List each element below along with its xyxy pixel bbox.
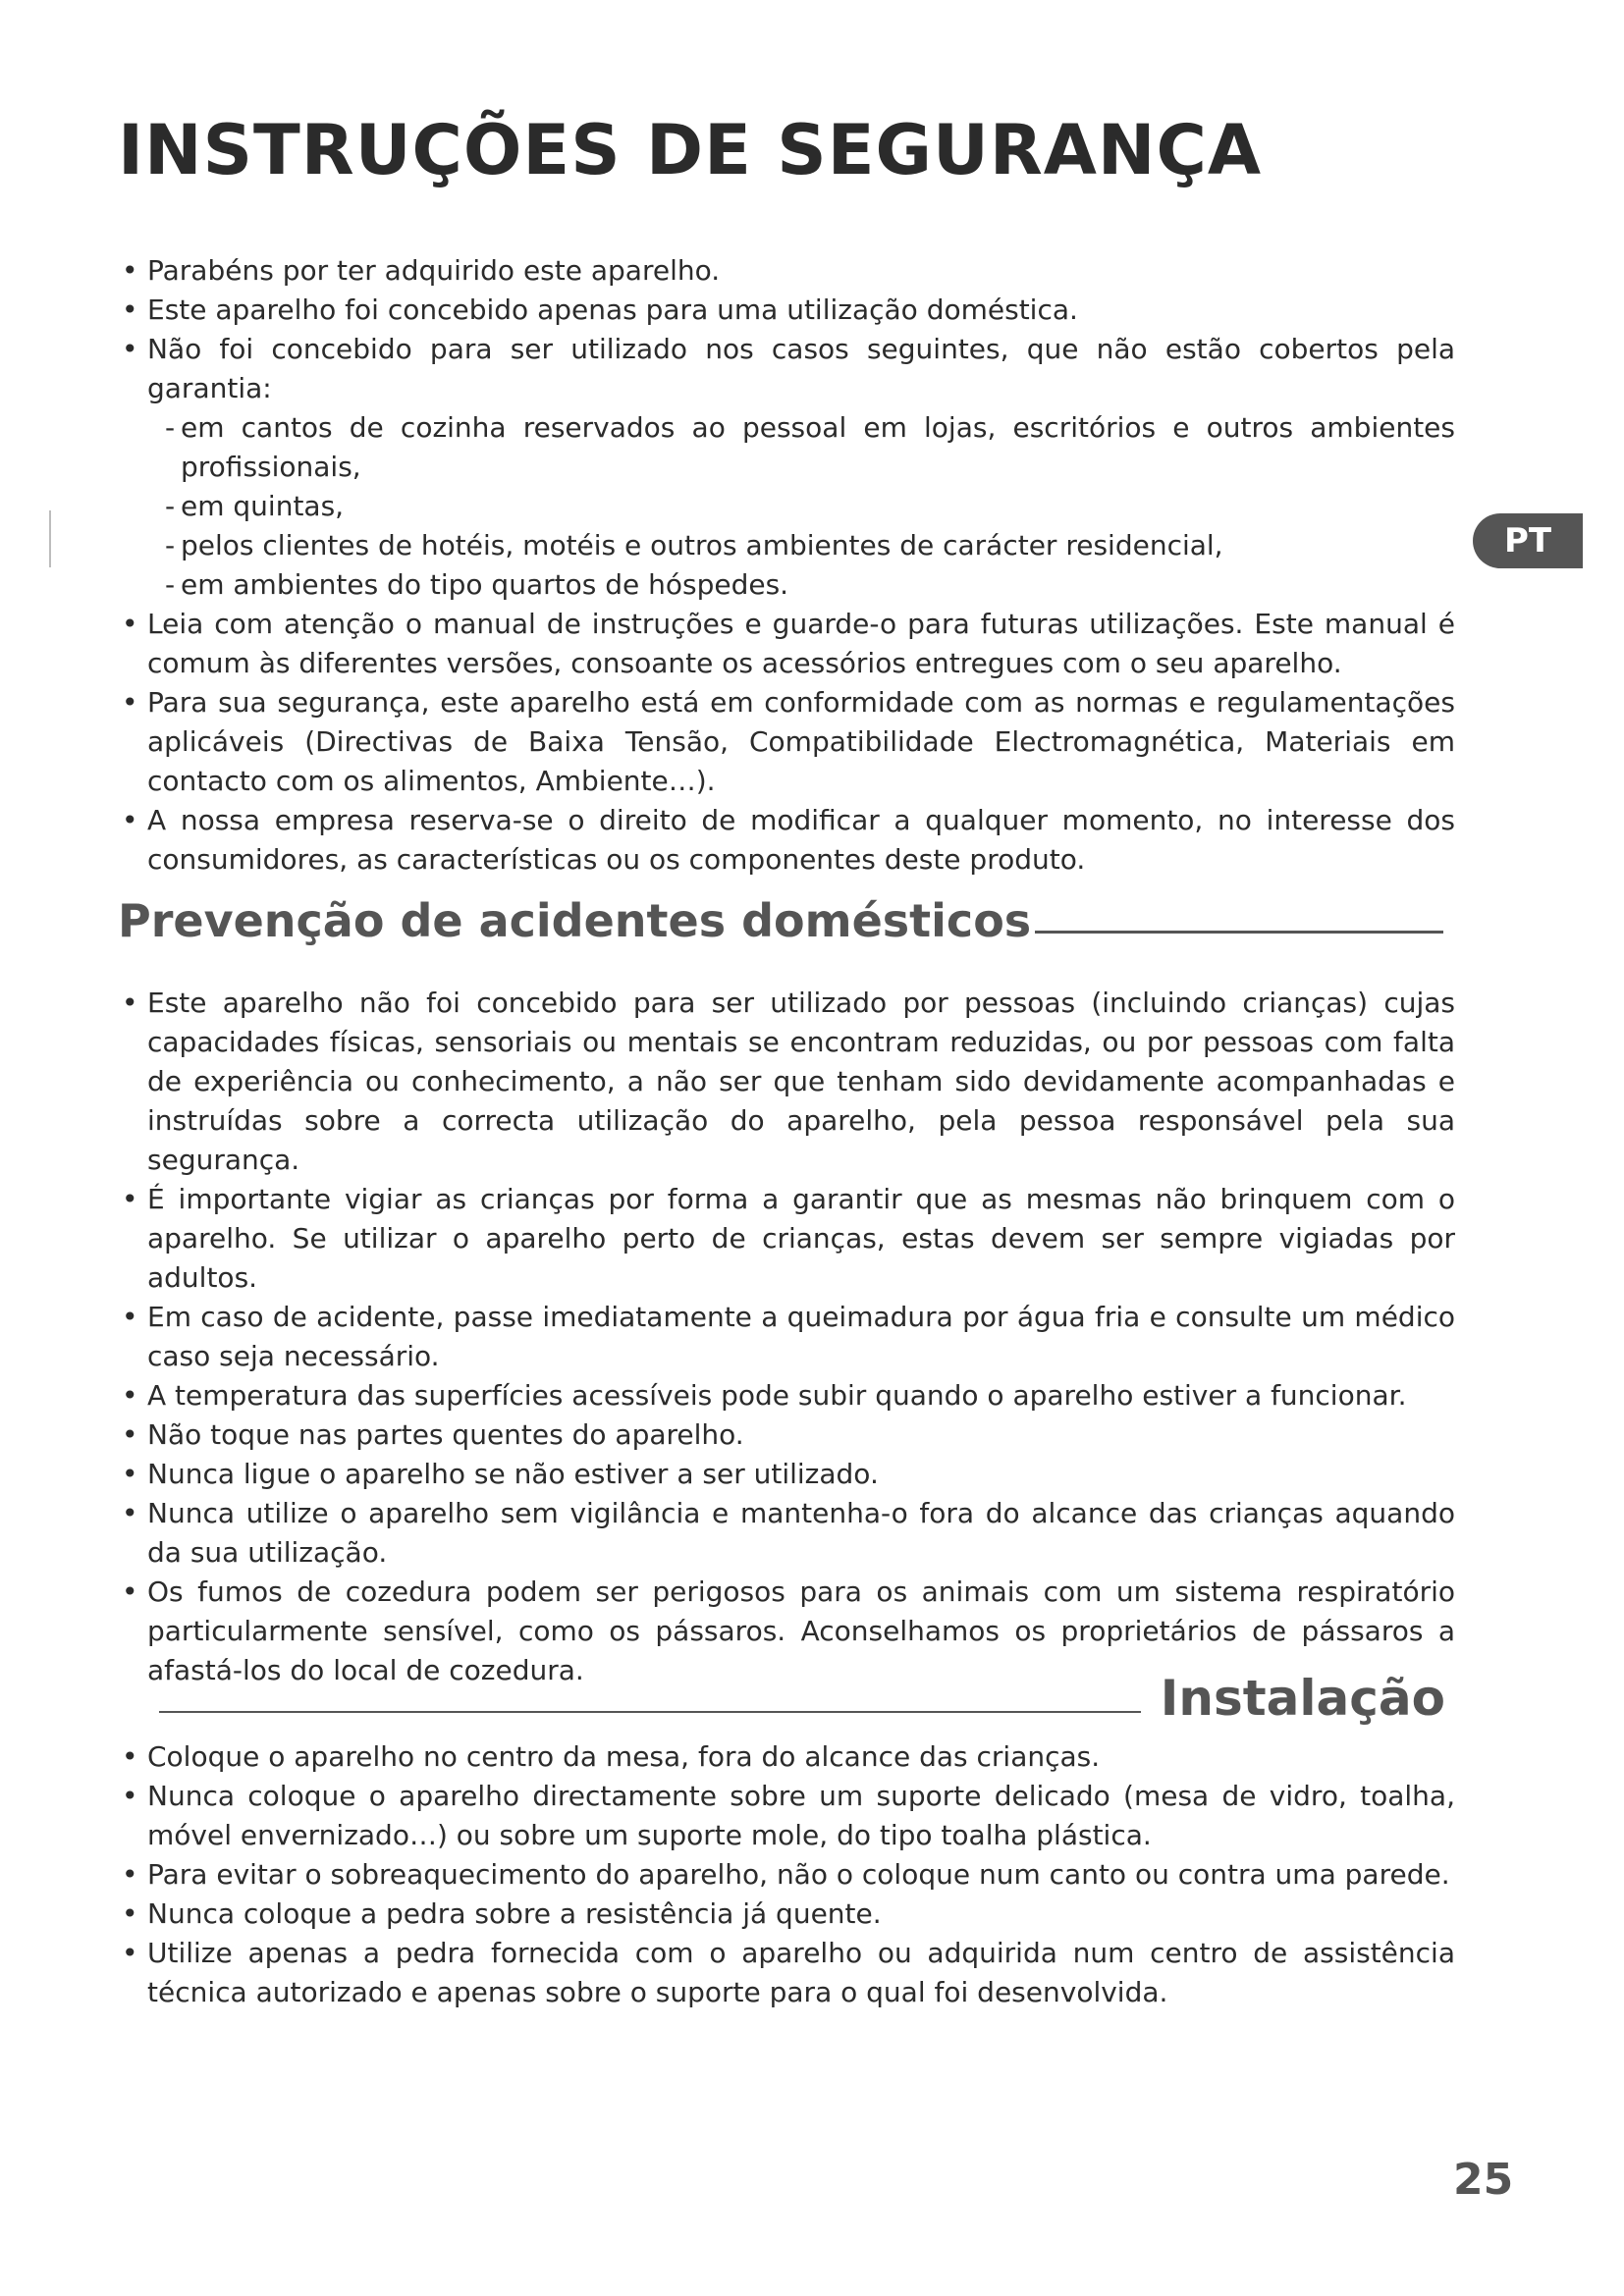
list-item: • É importante vigiar as crianças por forma a garantir que as mesmas não brinquem com o aparelho. Se utilizar o aparelho perto de crianças, estas devem ser sempre vigiadas por adultos. bbox=[130, 1180, 1455, 1298]
prevencao-heading: Prevenção de acidentes domésticos bbox=[118, 894, 1032, 947]
list-item: • A temperatura das superfícies acessíveis pode subir quando o aparelho estiver a funcionar. bbox=[130, 1376, 1455, 1415]
instalacao-list bbox=[130, 1737, 1455, 2012]
list-item: • Parabéns por ter adquirido este aparelho. bbox=[130, 251, 1455, 291]
sub-item: - pelos clientes de hotéis, motéis e outros ambientes de carácter residencial, bbox=[165, 526, 1455, 565]
language-tab: PT bbox=[1473, 513, 1583, 568]
exclusion-sublist bbox=[147, 408, 1455, 605]
prevencao-heading-row bbox=[118, 894, 1443, 947]
page-title: INSTRUÇÕES DE SEGURANÇA bbox=[118, 110, 1263, 190]
list-item: • Os fumos de cozedura podem ser perigosos para os animais com um sistema respiratório particularmente sensível, como os pássaros. Aconselhamos os proprietários de pássaros a afastá-los do local de cozedura. bbox=[130, 1573, 1455, 1690]
instalacao-heading: Instalação bbox=[1160, 1670, 1445, 1727]
sub-item: - em cantos de cozinha reservados ao pessoal em lojas, escritórios e outros ambientes profissionais, bbox=[165, 408, 1455, 487]
list-item: • Utilize apenas a pedra fornecida com o aparelho ou adquirida num centro de assistência técnica autorizado e apenas sobre o suporte para o qual foi desenvolvida. bbox=[130, 1934, 1455, 2012]
sub-item: - em quintas, bbox=[165, 487, 1455, 526]
list-item: • Nunca coloque o aparelho directamente sobre um suporte delicado (mesa de vidro, toalha, móvel envernizado…) ou sobre um suporte mole, do tipo toalha plástica. bbox=[130, 1777, 1455, 1855]
prevencao-list bbox=[130, 984, 1455, 1690]
list-item bbox=[130, 330, 1455, 605]
list-item: • Nunca utilize o aparelho sem vigilância e mantenha-o fora do alcance das crianças aquando da sua utilização. bbox=[130, 1494, 1455, 1573]
list-item: • Nunca ligue o aparelho se não estiver a ser utilizado. bbox=[130, 1455, 1455, 1494]
list-item: • Para evitar o sobreaquecimento do aparelho, não o coloque num canto ou contra uma parede. bbox=[130, 1855, 1455, 1895]
list-item-text: Não foi concebido para ser utilizado nos casos seguintes, que não estão cobertos pela garantia: bbox=[147, 333, 1455, 404]
list-item: • Este aparelho não foi concebido para ser utilizado por pessoas (incluindo crianças) cujas capacidades físicas, sensoriais ou mentais se encontram reduzidas, ou por pessoas com falta de experiência ou conhecimento, a não ser que tenham sido devidamente acompanhadas e instruídas sobre a correcta utilização do aparelho, pela pessoa responsável pela sua segurança. bbox=[130, 984, 1455, 1180]
margin-mark bbox=[49, 510, 51, 567]
list-item: • Nunca coloque a pedra sobre a resistência já quente. bbox=[130, 1895, 1455, 1934]
list-item: • Coloque o aparelho no centro da mesa, fora do alcance das crianças. bbox=[130, 1737, 1455, 1777]
page-number: 25 bbox=[1453, 2155, 1514, 2205]
heading-rule bbox=[159, 1711, 1141, 1713]
list-item: • Para sua segurança, este aparelho está em conformidade com as normas e regulamentações aplicáveis (Directivas de Baixa Tensão, Compatibilidade Electromagnética, Materiais em contacto com os alimentos, Ambiente…). bbox=[130, 683, 1455, 801]
instalacao-section bbox=[130, 1737, 1455, 2012]
list-item: • Este aparelho foi concebido apenas para uma utilização doméstica. bbox=[130, 291, 1455, 330]
instalacao-heading-row bbox=[159, 1670, 1445, 1727]
intro-section bbox=[130, 251, 1455, 880]
intro-list bbox=[130, 251, 1455, 880]
list-item: • Em caso de acidente, passe imediatamente a queimadura por água fria e consulte um médico caso seja necessário. bbox=[130, 1298, 1455, 1376]
list-item: • Leia com atenção o manual de instruções e guarde-o para futuras utilizações. Este manual é comum às diferentes versões, consoante os acessórios entregues com o seu aparelho. bbox=[130, 605, 1455, 683]
heading-rule bbox=[1035, 931, 1443, 934]
list-item: • A nossa empresa reserva-se o direito de modificar a qualquer momento, no interesse dos consumidores, as características ou os componentes deste produto. bbox=[130, 801, 1455, 880]
sub-item: - em ambientes do tipo quartos de hóspedes. bbox=[165, 565, 1455, 605]
prevencao-section bbox=[130, 984, 1455, 1690]
list-item: • Não toque nas partes quentes do aparelho. bbox=[130, 1415, 1455, 1455]
